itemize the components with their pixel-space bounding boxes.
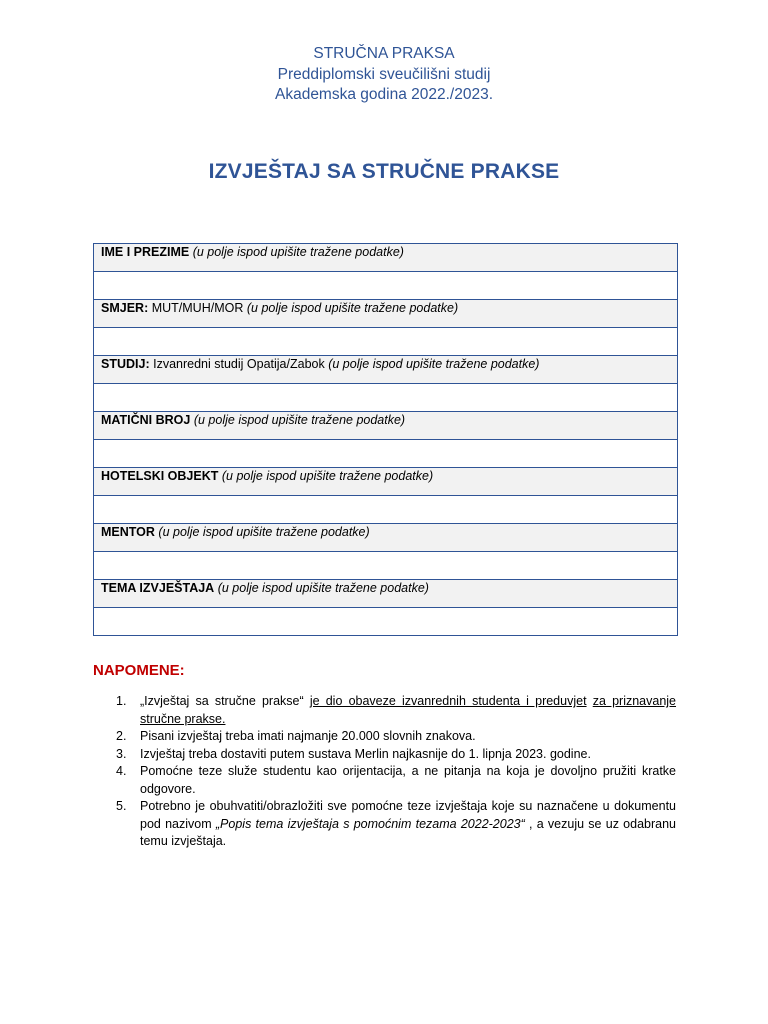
field-label: SMJER:	[101, 301, 149, 315]
header-line-1: STRUČNA PRAKSA	[313, 45, 455, 62]
form-label-cell	[94, 300, 678, 328]
form-label-row	[94, 412, 678, 440]
note-text-before: Potrebno je obuhvatiti/obrazložiti sve pomoćne teze izvještaja koje su naznačene u dokumentu pod nazivom	[140, 799, 676, 831]
document-title: IZVJEŠTAJ SA STRUČNE PRAKSE	[208, 160, 560, 183]
header-line-2: Preddiplomski sveučilišni studij	[277, 65, 491, 83]
form-input-cell[interactable]	[94, 328, 678, 356]
form-label-cell	[94, 524, 678, 552]
form-label-cell	[94, 412, 678, 440]
note-number: 5.	[116, 799, 127, 813]
field-hint: (u polje ispod upišite tražene podatke)	[217, 581, 429, 595]
field-options: Izvanredni studij Opatija/Zabok	[153, 357, 325, 371]
field-label: TEMA IZVJEŠTAJA	[101, 581, 215, 595]
form-input-cell[interactable]	[94, 552, 678, 580]
note-item-5	[116, 798, 677, 851]
form-input-cell[interactable]	[94, 440, 678, 468]
form-input-cell[interactable]	[94, 384, 678, 412]
report-form-table	[93, 243, 678, 636]
form-label-cell	[94, 580, 678, 608]
notes-list	[116, 693, 677, 851]
form-input-cell[interactable]	[94, 496, 678, 524]
note-text: Pomoćne teze služe studentu kao orijentacija, a ne pitanja na koja je dovoljno pružiti kratke odgovore.	[140, 764, 676, 796]
note-text-after: , a vezuju se uz odabranu temu izvještaja.	[140, 816, 677, 848]
field-label: STUDIJ:	[101, 357, 150, 371]
field-label: HOTELSKI OBJEKT	[101, 469, 219, 483]
field-hint: (u polje ispod upišite tražene podatke)	[158, 525, 370, 539]
field-hint: (u polje ispod upišite tražene podatke)	[328, 357, 540, 371]
form-label-row	[94, 356, 678, 384]
form-input-cell[interactable]	[94, 608, 678, 636]
form-value-row	[94, 496, 678, 524]
field-label: MENTOR	[101, 525, 155, 539]
note-item-4	[116, 763, 676, 798]
field-hint: (u polje ispod upišite tražene podatke)	[192, 245, 404, 259]
field-options: MUT/MUH/MOR	[151, 301, 244, 315]
note-item-2	[116, 728, 676, 746]
field-hint: (u polje ispod upišite tražene podatke)	[193, 413, 406, 427]
document-header	[0, 44, 768, 106]
form-label-cell	[94, 356, 678, 384]
form-label-row	[94, 468, 678, 496]
form-label-row	[94, 580, 678, 608]
field-label: IME I PREZIME	[101, 245, 190, 259]
note-text: Izvještaj treba dostaviti putem sustava Merlin najkasnije do 1. lipnja 2023. godine.	[140, 746, 591, 761]
form-input-cell[interactable]	[94, 272, 678, 300]
note-number: 2.	[116, 729, 127, 743]
form-value-row	[94, 384, 678, 412]
form-value-row	[94, 328, 678, 356]
form-value-row	[94, 272, 678, 300]
form-label-row	[94, 244, 678, 272]
form-label-cell	[94, 244, 678, 272]
notes-heading: NAPOMENE:	[93, 662, 185, 679]
note-item-1	[116, 693, 677, 728]
form-label-row	[94, 524, 678, 552]
note-underlined-text: je dio obaveze izvanrednih studenta i preduvjet	[309, 694, 587, 708]
note-number: 4.	[116, 764, 127, 778]
form-label-row	[94, 300, 678, 328]
note-underlined-rest: za priznavanje stručne prakse.	[140, 694, 677, 726]
field-hint: (u polje ispod upišite tražene podatke)	[246, 301, 459, 315]
field-hint: (u polje ispod upišite tražene podatke)	[221, 469, 434, 483]
note-italic-title: „Popis tema izvještaja s pomoćnim tezama 2022-2023“	[215, 816, 525, 831]
form-label-cell	[94, 468, 678, 496]
note-number: 3.	[116, 746, 127, 761]
note-item-3	[116, 746, 676, 764]
form-value-row	[94, 552, 678, 580]
note-number: 1.	[116, 694, 127, 708]
field-label: MATIČNI BROJ	[101, 413, 191, 427]
note-quote: „Izvještaj sa stručne prakse“	[140, 694, 304, 708]
header-line-3: Akademska godina 2022./2023.	[274, 86, 494, 103]
note-text: Pisani izvještaj treba imati najmanje 20.000 slovnih znakova.	[140, 729, 476, 743]
form-value-row	[94, 440, 678, 468]
form-value-row	[94, 608, 678, 636]
